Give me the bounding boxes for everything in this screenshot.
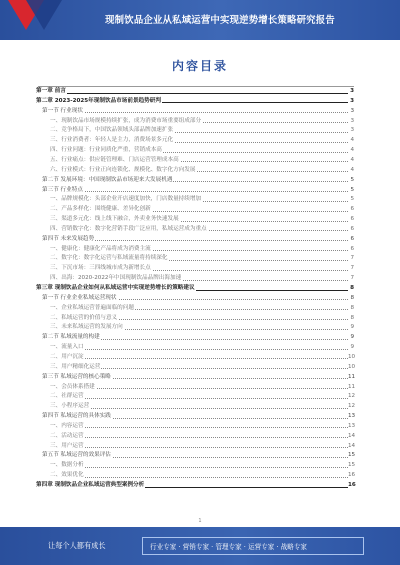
toc-leader-dots: [50, 358, 348, 359]
toc-entry-level-2[interactable]: [36, 176, 354, 185]
toc-entry-level-3[interactable]: [36, 126, 354, 135]
toc-entry-text: 第二节 发展环境：中国现制饮品市场迎来大发展机遇: [42, 176, 173, 183]
toc-entry-text: 一、内容运营: [50, 422, 84, 429]
toc-entry-page: 13: [348, 422, 356, 429]
toc-leader-dots: [50, 398, 348, 399]
toc-entry-text: 二、竞争格局下，中国饮品领域头部品牌加速扩张: [50, 127, 174, 134]
toc-entry-page: 4: [348, 166, 354, 175]
toc-entry-page: 5: [348, 195, 354, 204]
toc-entry-page: 16: [348, 472, 356, 479]
toc-entry-page: 8: [348, 314, 354, 323]
toc-entry-page: 8: [348, 284, 354, 293]
toc-entry-level-3[interactable]: [36, 383, 354, 392]
toc-entry-page: 9: [348, 333, 354, 342]
toc-entry-text: 三、行业消费者：年轻人是主力，消费场景多元化: [50, 137, 174, 144]
report-footer-bar: [0, 527, 400, 565]
toc-entry-page: 3: [348, 87, 354, 96]
toc-entry-level-3[interactable]: [36, 225, 354, 234]
footer-slogan: 让每个人都有成长: [48, 541, 106, 550]
page-number: 1: [198, 518, 202, 524]
toc-entry-page: 6: [348, 235, 354, 244]
toc-entry-text: 第一章 前言: [36, 88, 66, 94]
toc-entry-level-3[interactable]: [36, 461, 354, 470]
toc-entry-text: 二、用户沉淀: [50, 353, 84, 360]
toc-entry-page: 5: [348, 176, 354, 185]
toc-entry-page: 4: [348, 146, 354, 155]
toc-entry-text: 一、健康化：健康化产品将成为消费主流: [50, 245, 151, 252]
toc-entry-text: 三、渠道多元化：线上线下融合，外卖业务快速发展: [50, 216, 179, 223]
toc-leader-dots: [42, 191, 348, 192]
toc-entry-text: 第一节 行业现状: [42, 107, 83, 114]
toc-entry-page: 12: [348, 403, 356, 410]
toc-entry-page: 14: [348, 442, 356, 449]
toc-entry-text: 一、现制饮品市场规模持续扩张，成为消费市场重要组成部分: [50, 117, 202, 124]
toc-entry-text: 三、小程序运营: [50, 403, 90, 410]
toc-entry-page: 3: [348, 97, 354, 106]
toc-entry-level-1[interactable]: [36, 97, 354, 106]
toc-entry-text: 一、数据分析: [50, 462, 84, 469]
toc-entry-page: 3: [348, 107, 354, 116]
toc-entry-text: 第四节 未来发展趋势: [42, 235, 95, 242]
toc-entry-level-3[interactable]: [36, 166, 354, 175]
toc-entry-page: 6: [348, 205, 354, 214]
toc-entry-level-3[interactable]: [36, 432, 354, 441]
toc-entry-page: 4: [348, 136, 354, 145]
toc-entry-text: 二、效果优化: [50, 472, 84, 479]
toc-entry-level-3[interactable]: [36, 146, 354, 155]
toc-entry-page: 6: [348, 225, 354, 234]
toc-entry-level-3[interactable]: [36, 245, 354, 254]
toc-entry-page: 5: [348, 186, 354, 195]
toc-entry-text: 一、会员体系搭建: [50, 383, 95, 390]
toc-entry-text: 第三节 行业特点: [42, 186, 83, 193]
toc-entry-level-2[interactable]: [36, 294, 354, 303]
toc-entry-level-3[interactable]: [36, 254, 354, 263]
toc-entry-text: 六、行业模式：行业正向连锁化、规模化、数字化方向发展: [50, 166, 196, 173]
toc-leader-dots: [50, 477, 348, 478]
toc-leader-dots: [50, 437, 348, 438]
toc-entry-text: 三、用户精细化运营: [50, 363, 101, 370]
toc-entry-level-3[interactable]: [36, 304, 354, 313]
toc-entry-text: 四、行业问题：行业同质化严重，营销成本高: [50, 147, 162, 154]
toc-entry-text: 一、品牌规模化：头部企业开店速度加快，门店数量持续增加: [50, 196, 202, 203]
toc-entry-page: 7: [348, 274, 354, 283]
toc-entry-level-3[interactable]: [36, 402, 354, 411]
toc-entry-level-3[interactable]: [36, 156, 354, 165]
toc-leader-dots: [50, 467, 348, 468]
toc-entry-text: 第三章 现制饮品企业如何从私域运营中实现逆势增长的策略建议: [36, 285, 195, 291]
toc-entry-page: 8: [348, 294, 354, 303]
toc-entry-text: 一、企业私域运营普遍面临的问题: [50, 304, 134, 311]
toc-entry-text: 一、流量入口: [50, 344, 84, 351]
toc-leader-dots: [38, 93, 348, 94]
toc-entry-level-3[interactable]: [36, 392, 354, 401]
report-header-bar: [0, 0, 400, 40]
toc-entry-level-3[interactable]: [36, 363, 354, 372]
toc-entry-level-3[interactable]: [36, 215, 354, 224]
toc-entry-level-3[interactable]: [36, 442, 354, 451]
toc-entry-page: 14: [348, 432, 356, 439]
toc-entry-level-2[interactable]: [36, 186, 354, 195]
toc-entry-text: 第二章 2023-2025年现制饮品市场前景趋势研判: [36, 97, 161, 104]
toc-entry-level-3[interactable]: [36, 323, 354, 332]
toc-entry-level-3[interactable]: [36, 264, 354, 273]
toc-leader-dots: [50, 349, 348, 350]
toc-entry-page: 11: [348, 373, 356, 380]
toc-entry-page: 16: [348, 482, 356, 488]
toc-entry-text: 三、用户运营: [50, 442, 84, 449]
toc-entry-level-3[interactable]: [36, 136, 354, 145]
toc-heading: 内容目录: [171, 59, 228, 73]
toc-entry-text: 二、产品多样化：围绕健康、差异化创新: [50, 206, 151, 213]
toc-entry-level-3[interactable]: [36, 353, 354, 362]
toc-entry-text: 三、未来私域运营的发展方向: [50, 324, 123, 331]
toc-entry-text: 四、营销数字化：数字化营销手段广泛应用，私域运营成为重点: [50, 225, 207, 232]
toc-entry-page: 12: [348, 393, 356, 400]
toc-entry-page: 7: [348, 264, 354, 273]
toc-entry-page: 3: [348, 126, 354, 135]
toc-entry-page: 10: [348, 353, 356, 360]
toc-entry-page: 7: [348, 254, 354, 263]
toc-entry-level-2[interactable]: [36, 333, 354, 342]
toc-entry-text: 第一节 行业企业私域运营现状: [42, 294, 117, 301]
toc-entry-text: 三、下沉市场：三四线城市成为新增长点: [50, 265, 151, 272]
toc-leader-dots: [42, 112, 348, 113]
toc-entry-level-2[interactable]: [36, 107, 354, 116]
toc-entry-text: 第四节 私域运营的具体实践: [42, 413, 111, 420]
toc-entry-text: 第三节 私域运营的核心策略: [42, 373, 111, 380]
footer-tagline: 行业专家 · 营销专家 · 管理专家 · 运营专家 · 战略专家: [150, 543, 308, 551]
toc-entry-text: 二、社群运营: [50, 393, 84, 400]
toc-entry-text: 第四章 现制饮品企业私域运营典型案例分析: [36, 482, 145, 488]
toc-entry-level-2[interactable]: [36, 412, 354, 421]
toc-entry-level-2[interactable]: [36, 235, 354, 244]
toc-entry-level-3[interactable]: [36, 343, 354, 352]
toc-entry-level-2[interactable]: [36, 451, 354, 460]
toc-entry-page: 10: [348, 363, 356, 370]
toc-entry-page: 8: [348, 304, 354, 313]
toc-entry-page: 6: [348, 245, 354, 254]
report-title: 现制饮品企业从私域运营中实现逆势增长策略研究报告: [105, 15, 335, 26]
toc-entry-level-3[interactable]: [36, 422, 354, 431]
toc-entry-text: 五、行业痛点：供应链管理难、门店运营管理成本高: [50, 156, 179, 163]
toc-entry-level-3[interactable]: [36, 117, 354, 126]
toc-entry-text: 四、出海：2020-2022年中国现制饮品品牌出海加速: [50, 275, 182, 282]
toc-entry-page: 3: [348, 117, 354, 126]
toc-entry-level-1[interactable]: [36, 87, 354, 96]
toc-entry-text: 二、私域运营的价值与意义: [50, 314, 118, 321]
toc-entry-page: 9: [348, 323, 354, 332]
toc-entry-level-1[interactable]: [36, 481, 354, 490]
toc-entry-page: 9: [348, 343, 354, 352]
toc-entry-level-3[interactable]: [36, 274, 354, 283]
toc-entry-text: 第二节 私域流量的构建: [42, 334, 100, 341]
toc-leader-dots: [50, 427, 348, 428]
toc-entry-page: 11: [348, 383, 356, 390]
table-of-contents: [36, 86, 354, 496]
toc-entry-level-2[interactable]: [36, 373, 354, 382]
toc-entry-text: 第五节 私域运营的效果评估: [42, 452, 111, 459]
toc-leader-dots: [50, 447, 348, 448]
toc-entry-text: 二、数字化：数字化运营与私域流量将持续深化: [50, 255, 168, 262]
toc-entry-level-3[interactable]: [36, 314, 354, 323]
toc-entry-level-3[interactable]: [36, 205, 354, 214]
toc-entry-level-1[interactable]: [36, 284, 354, 293]
toc-entry-level-3[interactable]: [36, 471, 354, 480]
toc-entry-level-3[interactable]: [36, 195, 354, 204]
toc-leader-dots: [50, 408, 348, 409]
toc-entry-page: 15: [348, 462, 356, 469]
toc-entry-page: 6: [348, 215, 354, 224]
toc-entry-text: 二、活动运营: [50, 432, 84, 439]
toc-entry-page: 13: [348, 413, 356, 420]
toc-entry-page: 4: [348, 156, 354, 165]
toc-entry-page: 15: [348, 452, 356, 459]
